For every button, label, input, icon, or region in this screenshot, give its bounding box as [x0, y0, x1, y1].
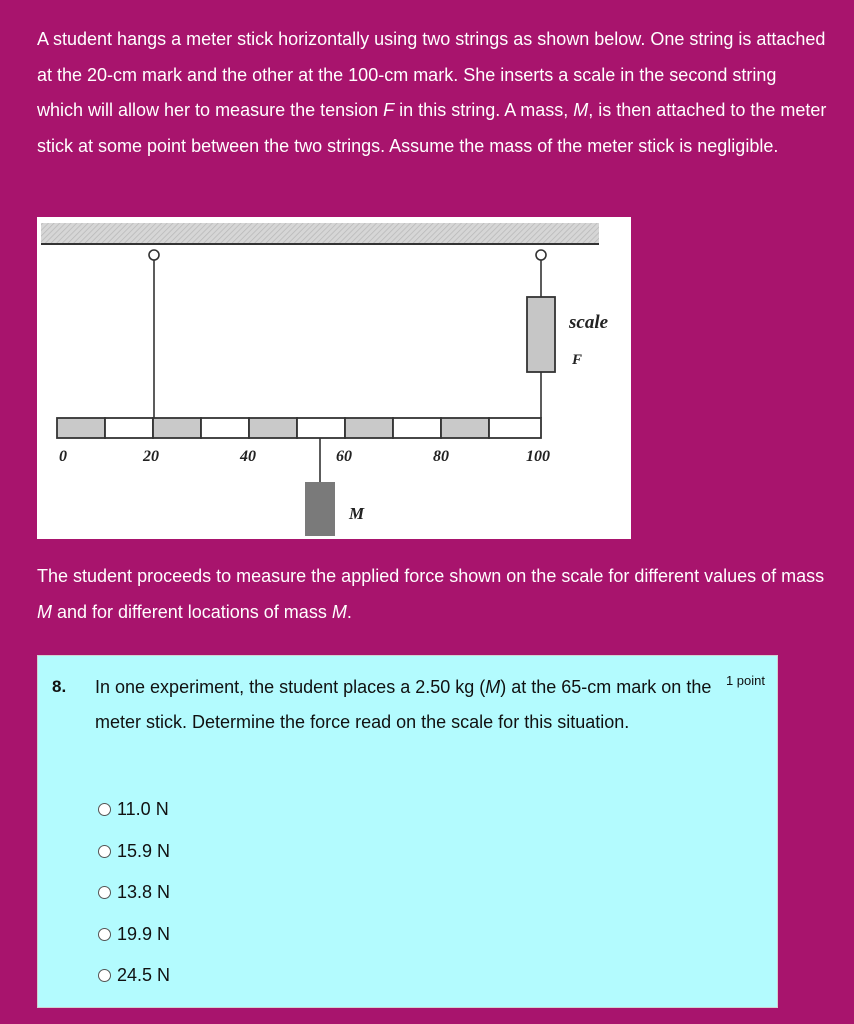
hanging-mass [305, 482, 335, 536]
intro-text-1: A student hangs a meter stick horizontally using two strings as shown below. One string is attached at the 20-cm mark and the other at the 100-cm mark. She inserts a scale in the second string which will allow her to measure the tension [37, 29, 826, 120]
option-3[interactable] [98, 872, 170, 914]
radio-icon[interactable] [98, 928, 111, 941]
radio-icon[interactable] [98, 845, 111, 858]
question-text [95, 670, 735, 740]
para2-text-3: . [346, 601, 352, 622]
scale-label: scale [569, 312, 609, 333]
question-text-2: ) at the 65-cm mark on the meter stick. Determine the force read on the scale for this situation. [95, 677, 712, 732]
tick-label-40: 40 [240, 448, 256, 465]
intro-var-f: F [383, 100, 395, 120]
radio-icon[interactable] [98, 803, 111, 816]
option-label: 13.8 N [117, 882, 171, 903]
intro-paragraph [37, 22, 827, 164]
mass-label: M [349, 504, 365, 523]
para2-var-m1: M [37, 601, 52, 622]
option-label: 15.9 N [117, 840, 171, 861]
points-badge: 1 point [725, 673, 765, 688]
option-1[interactable] [98, 789, 170, 831]
question-card [37, 655, 778, 1008]
spring-scale [527, 297, 555, 372]
option-5[interactable] [98, 955, 170, 997]
meter-stick-diagram [37, 217, 631, 539]
procedure-paragraph [37, 559, 827, 630]
tick-label-60: 60 [336, 448, 352, 465]
tick-label-20: 20 [143, 448, 159, 465]
question-text-1: In one experiment, the student places a 2.50 kg ( [95, 677, 486, 697]
intro-var-m: M [573, 100, 589, 120]
tick-label-80: 80 [433, 448, 449, 465]
option-label: 19.9 N [117, 923, 171, 944]
tick-label-100: 100 [526, 448, 550, 465]
option-label: 24.5 N [117, 965, 171, 986]
right-hook [536, 250, 546, 260]
tick-label-0: 0 [59, 448, 67, 465]
radio-icon[interactable] [98, 886, 111, 899]
option-4[interactable] [98, 914, 170, 956]
option-2[interactable] [98, 831, 170, 873]
left-hook [149, 250, 159, 260]
para2-var-m2: M [331, 601, 347, 622]
ceiling [41, 223, 599, 244]
scale-var: F [572, 352, 583, 368]
question-var-m: M [485, 677, 501, 697]
meter-stick [57, 418, 541, 438]
answer-options [98, 789, 170, 997]
option-label: 11.0 N [117, 799, 169, 820]
para2-text-1: The student proceeds to measure the applied force shown on the scale for different values of mass [37, 566, 825, 586]
question-number: 8. [52, 677, 67, 696]
intro-text-3: , is then attached to the meter stick at some point between the two strings. Assume the mass of the meter stick is negligible. [37, 100, 827, 156]
radio-icon[interactable] [98, 969, 111, 982]
para2-text-2: and for different locations of mass [52, 601, 332, 622]
intro-text-2: in this string. A mass, [394, 100, 574, 120]
